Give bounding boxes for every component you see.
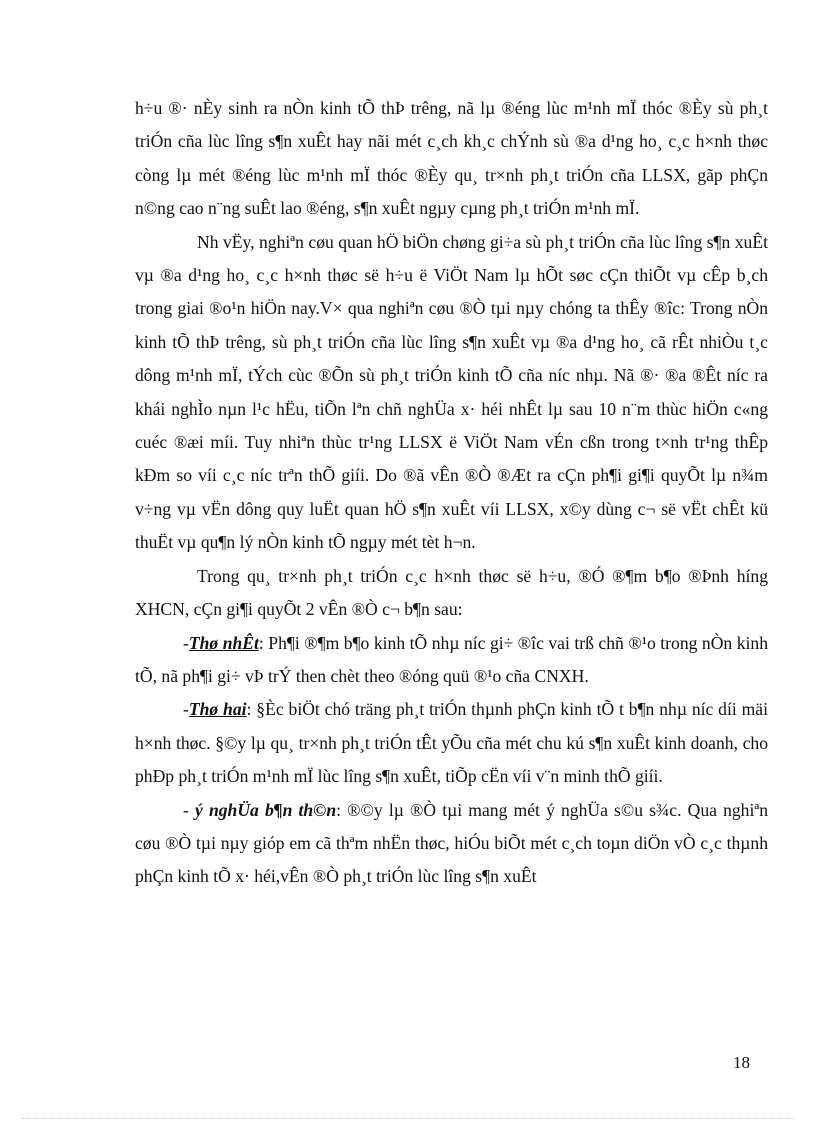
page-number: 18 xyxy=(733,1053,750,1072)
paragraph-dialectic: Nh vËy, nghiªn cøu quan hÖ biÖn chøng gi÷a sù ph¸t triÓn cña lùc lîng s¶n xuÊt vµ ®a d¹ng ho¸ c¸c h×nh thøc së h÷u ë ViÖt Nam lµ hÕt søc cÇn thiÕt vµ cÊp b¸ch trong giai ®o¹n hiÖn nay.V× qua nghiªn cøu ®Ò tµi nµy chóng ta thÊy ®îc: Trong nÒn kinh tÕ thÞ trêng, sù ph¸t triÓn cña lùc lîng s¶n xuÊt vµ ®a d¹ng ho¸ cã rÊt nhiÒu t¸c dông m¹nh mÏ, tÝch cùc ®Õn sù ph¸t triÓn kinh tÕ cña níc nhµ. Nã ®· ®a ®Êt níc ra khái nghÌo nµn l¹c hËu, tiÕn lªn chñ nghÜa x· héi nhÊt lµ sau 10 n¨m thùc hiÖn c«ng cuéc ®æi míi. Tuy nhiªn thùc tr¹ng LLSX ë ViÖt Nam vÉn cßn trong t×nh tr¹ng thÊp kÐm so víi c¸c níc trªn thÕ giíi. Do ®ã vÊn ®Ò ®Æt ra cÇn ph¶i gi¶i quyÕt lµ n¾m v÷ng vµ vËn dông quy luËt quan hÖ s¶n xuÊt víi LLSX, x©y dùng c¬ së vËt chÊt kü thuËt vµ qu¶n lý nÒn kinh tÕ ngµy mét tèt h¬n. xyxy=(135,231,768,553)
page-bottom-divider xyxy=(22,1118,794,1119)
paragraph-issues: Trong qu¸ tr×nh ph¸t triÓn c¸c h×nh thøc së h÷u, ®Ó ®¶m b¶o ®Þnh híng XHCN, cÇn gi¶i quyÕt 2 vÊn ®Ò c¬ b¶n sau: xyxy=(135,565,768,620)
paragraph-intro: h÷u ®· nÈy sinh ra nÒn kinh tÕ thÞ trêng, nã lµ ®éng lùc m¹nh mÏ thóc ®Èy sù ph¸t triÓn cña lùc lîng s¶n xuÊt hay nãi mét c¸ch kh¸c chÝnh sù ®a d¹ng ho¸ c¸c h×nh thøc còng lµ mét ®éng lùc m¹nh mÏ thóc ®Èy qu¸ tr×nh ph¸t triÓn cña LLSX, gãp phÇn n©ng cao n¨ng suÊt lao ®éng, s¶n xuÊt ngµy cµng ph¸t triÓn m¹nh mÏ. xyxy=(135,98,768,219)
label-first: Thø nhÊt xyxy=(188,632,259,653)
paragraph-significance: - ý nghÜa b¶n th©n: ®©y lµ ®Ò tµi mang mét ý nghÜa s©u s¾c. Qua nghiªn cøu ®Ò tµi nµy gióp em cã thªm nhËn thøc, hiÓu biÕt mét c¸ch toµn diÖn vÒ c¸c thµnh phÇn kinh tÕ x· héi,vÊn ®Ò ph¸t triÓn lùc lîng s¶n xuÊt xyxy=(135,799,768,887)
paragraph-second-text: §Èc biÖt chó träng ph¸t triÓn thµnh phÇn kinh tÕ t b¶n nhµ níc díi mäi h×nh thøc. §©y lµ qu¸ tr×nh ph¸t triÓn tÊt yÕu cña mét chu kú s¶n xuÊt kinh doanh, cho phÐp ph¸t triÓn m¹nh mÏ lùc lîng s¶n xuÊt, tiÕp cËn víi v¨n minh thÕ giíi. xyxy=(135,699,769,787)
paragraph-first-text: Ph¶i ®¶m b¶o kinh tÕ nhµ níc gi÷ ®îc vai trß chñ ®¹o trong nÒn kinh tÕ, nã ph¶i gi÷ vÞ trÝ then chèt theo ®óng quü ®¹o cña CNXH. xyxy=(135,632,769,686)
paragraph-first: -Thø nhÊt: Ph¶i ®¶m b¶o kinh tÕ nhµ níc gi÷ ®îc vai trß chñ ®¹o trong nÒn kinh tÕ, nã ph¶i gi÷ vÞ trÝ then chèt theo ®óng quü ®¹o cña CNXH. xyxy=(135,632,769,686)
label-significance: ý nghÜa b¶n th©n xyxy=(195,799,337,820)
label-second: Thø hai xyxy=(188,699,247,720)
paragraph-significance-text: ®©y lµ ®Ò tµi mang mét ý nghÜa s©u s¾c. Qua nghiªn cøu ®Ò tµi nµy gióp em cã thªm nhËn thøc, hiÓu biÕt mét c¸ch toµn diÖn vÒ c¸c thµnh phÇn kinh tÕ x· héi,vÊn ®Ò ph¸t triÓn lùc lîng s¶n xuÊt xyxy=(135,799,768,887)
paragraph-second: -Thø hai: §Èc biÖt chó träng ph¸t triÓn thµnh phÇn kinh tÕ t b¶n nhµ níc díi mäi h×nh thøc. §©y lµ qu¸ tr×nh ph¸t triÓn tÊt yÕu cña mét chu kú s¶n xuÊt kinh doanh, cho phÐp ph¸t triÓn m¹nh mÏ lùc lîng s¶n xuÊt, tiÕp cËn víi v¨n minh thÕ giíi. xyxy=(135,699,769,787)
page-body xyxy=(135,92,768,894)
